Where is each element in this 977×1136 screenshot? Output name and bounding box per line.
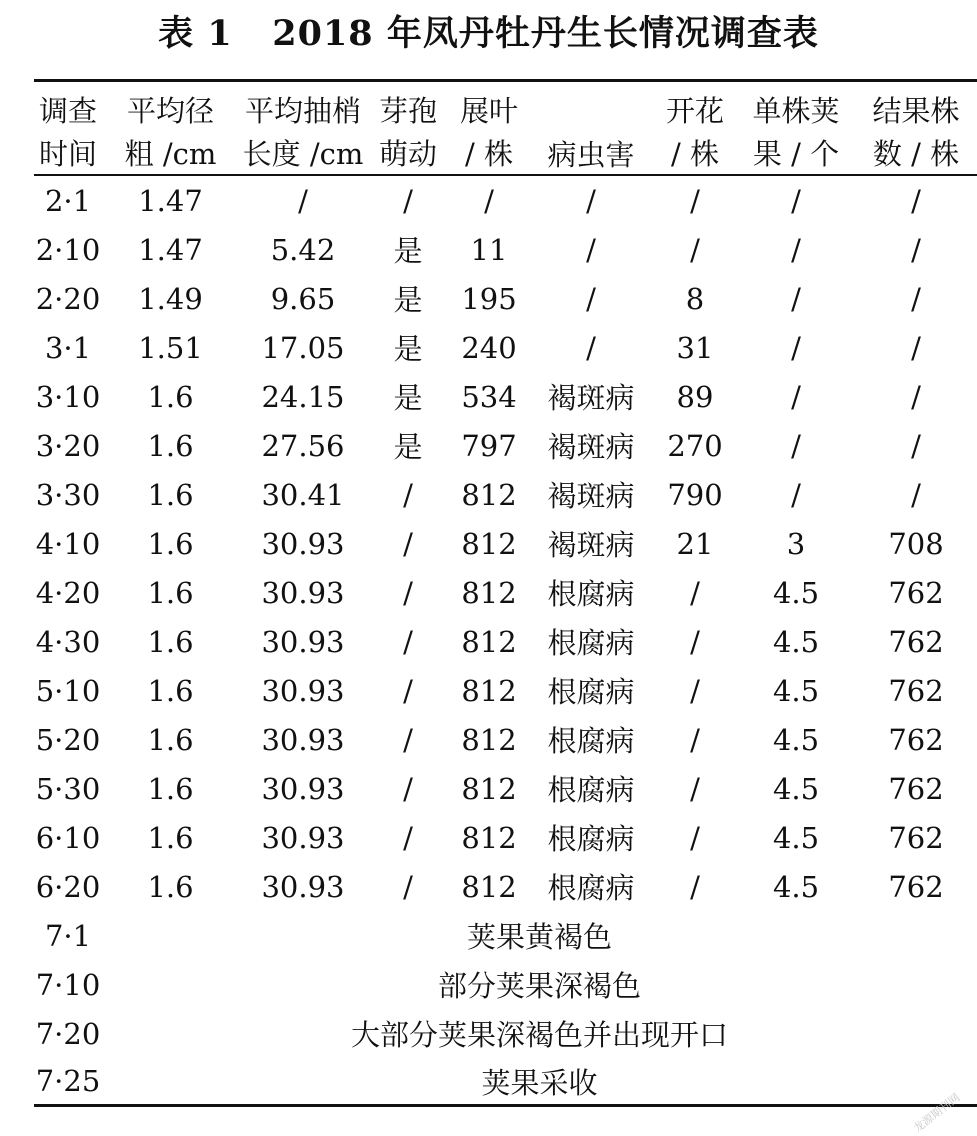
time-cell: 6·10 (35, 820, 101, 855)
bud-sprouting-cell: / (403, 722, 413, 757)
table-row (34, 274, 977, 323)
fruiting-plants-cell: 708 (888, 526, 944, 561)
header-fruiting-plants: 结果株 (872, 94, 960, 128)
shoot-length-cell: 30.41 (261, 477, 345, 512)
diameter-cell: 1.6 (147, 624, 194, 659)
bud-sprouting-cell: 是 (393, 332, 423, 366)
shoot-length-cell: 30.93 (261, 624, 345, 659)
flowering-cell: 21 (676, 526, 714, 561)
header-time: 调查 (38, 94, 97, 128)
flowering-cell: / (690, 232, 700, 267)
leaf-expansion-cell: 812 (461, 869, 517, 904)
leaf-expansion-cell: / (484, 183, 494, 218)
table-row (34, 372, 977, 421)
diameter-cell: 1.6 (147, 820, 194, 855)
pods-per-plant-cell: 4.5 (772, 869, 820, 904)
flowering-cell: 89 (676, 379, 714, 414)
diameter-cell: 1.47 (138, 183, 203, 218)
time-cell: 7·20 (35, 1016, 101, 1051)
growth-survey-table (34, 79, 977, 1107)
diameter-cell: 1.6 (147, 428, 194, 463)
bud-sprouting-cell: / (403, 624, 413, 659)
diameter-cell: 1.6 (147, 575, 194, 610)
disease-cell: 根腐病 (547, 626, 635, 660)
diameter-cell: 1.6 (147, 379, 194, 414)
time-cell: 4·30 (35, 624, 101, 659)
disease-cell: 根腐病 (547, 871, 635, 905)
diameter-cell: 1.47 (138, 232, 203, 267)
bud-sprouting-cell: / (403, 526, 413, 561)
note-row (34, 1058, 977, 1106)
bud-sprouting-cell: / (403, 673, 413, 708)
diameter-cell: 1.6 (147, 526, 194, 561)
disease-cell: / (586, 183, 596, 218)
leaf-expansion-cell: 812 (461, 575, 517, 610)
pods-per-plant-cell: / (791, 428, 801, 463)
diameter-cell: 1.6 (147, 673, 194, 708)
disease-cell: 根腐病 (547, 724, 635, 758)
fruiting-plants-cell: / (911, 330, 921, 365)
time-cell: 2·20 (35, 281, 101, 316)
table-row (34, 225, 977, 274)
fruiting-plants-cell: 762 (888, 722, 944, 757)
bud-sprouting-cell: / (403, 869, 413, 904)
shoot-length-cell: 30.93 (261, 869, 345, 904)
shoot-length-cell: 30.93 (261, 575, 345, 610)
shoot-length-cell: 30.93 (261, 722, 345, 757)
leaf-expansion-cell: 240 (461, 330, 517, 365)
pods-per-plant-cell: / (791, 379, 801, 414)
time-cell: 4·10 (35, 526, 101, 561)
shoot-length-cell: 30.93 (261, 673, 345, 708)
watermark: 龙源期刊网 (911, 1090, 963, 1136)
header-pods-per-plant: 单株荚 (752, 94, 840, 128)
fruiting-plants-cell: / (911, 232, 921, 267)
disease-cell: 根腐病 (547, 577, 635, 611)
time-cell: 5·10 (35, 673, 101, 708)
table-row (34, 175, 977, 225)
table-row (34, 519, 977, 568)
time-cell: 2·10 (35, 232, 101, 267)
header-leaf-expansion: 展叶 (459, 94, 518, 128)
table-row (34, 813, 977, 862)
disease-cell: 褐斑病 (547, 479, 635, 513)
table-row (34, 715, 977, 764)
fruiting-plants-cell: / (911, 477, 921, 512)
shoot-length-cell: / (298, 183, 308, 218)
time-cell: 7·10 (35, 967, 101, 1002)
shoot-length-cell: 30.93 (261, 820, 345, 855)
shoot-length-cell: 30.93 (261, 526, 345, 561)
table-row (34, 666, 977, 715)
bud-sprouting-cell: / (403, 771, 413, 806)
table-row (34, 764, 977, 813)
flowering-cell: / (690, 771, 700, 806)
disease-cell: 根腐病 (547, 822, 635, 856)
leaf-expansion-cell: 534 (461, 379, 517, 414)
shoot-length-cell: 5.42 (270, 232, 336, 267)
bud-sprouting-cell: 是 (393, 283, 423, 317)
flowering-cell: / (690, 575, 700, 610)
time-cell: 4·20 (35, 575, 101, 610)
bud-sprouting-cell: 是 (393, 381, 423, 415)
leaf-expansion-cell: 797 (461, 428, 517, 463)
header-fruiting-plants-line2: 数 / 株 (872, 136, 960, 171)
note-cell: 部分荚果深褐色 (437, 969, 641, 1003)
disease-cell: / (586, 232, 596, 267)
time-cell: 5·20 (35, 722, 101, 757)
time-cell: 5·30 (35, 771, 101, 806)
pods-per-plant-cell: 4.5 (772, 575, 820, 610)
leaf-expansion-cell: 812 (461, 477, 517, 512)
bud-sprouting-cell: / (403, 477, 413, 512)
pods-per-plant-cell: 4.5 (772, 722, 820, 757)
disease-cell: 褐斑病 (547, 381, 635, 415)
leaf-expansion-cell: 195 (461, 281, 517, 316)
header-diameter: 平均径 (126, 94, 214, 128)
flowering-cell: 8 (685, 281, 705, 316)
disease-cell: 根腐病 (547, 773, 635, 807)
header-shoot-length-line2: 长度 /cm (242, 136, 364, 171)
table-row (34, 568, 977, 617)
shoot-length-cell: 9.65 (270, 281, 336, 316)
fruiting-plants-cell: / (911, 379, 921, 414)
table-row (34, 421, 977, 470)
time-cell: 3·10 (35, 379, 101, 414)
table-row (34, 470, 977, 519)
time-cell: 7·25 (35, 1064, 101, 1098)
table-title: 表 1 2018 年凤丹牡丹生长情况调查表 (158, 13, 819, 54)
fruiting-plants-cell: 762 (888, 624, 944, 659)
note-row (34, 1009, 977, 1058)
time-cell: 2·1 (44, 183, 92, 218)
table-row (34, 323, 977, 372)
bud-sprouting-cell: 是 (393, 234, 423, 268)
flowering-cell: 790 (667, 477, 723, 512)
fruiting-plants-cell: / (911, 281, 921, 316)
flowering-cell: 31 (676, 330, 714, 365)
fruiting-plants-cell: / (911, 428, 921, 463)
flowering-cell: / (690, 722, 700, 757)
leaf-expansion-cell: 812 (461, 722, 517, 757)
bud-sprouting-cell: / (403, 183, 413, 218)
bud-sprouting-cell: / (403, 575, 413, 610)
time-cell: 7·1 (44, 918, 92, 953)
pods-per-plant-cell: 4.5 (772, 820, 820, 855)
note-cell: 大部分荚果深褐色并出现开口 (350, 1018, 728, 1052)
header-diameter-line2: 粗 /cm (124, 136, 217, 171)
fruiting-plants-cell: 762 (888, 673, 944, 708)
shoot-length-cell: 30.93 (261, 771, 345, 806)
table-row (34, 862, 977, 911)
leaf-expansion-cell: 812 (461, 820, 517, 855)
time-cell: 3·20 (35, 428, 101, 463)
pods-per-plant-cell: / (791, 232, 801, 267)
header-bud-sprouting: 芽孢 (378, 94, 437, 128)
diameter-cell: 1.6 (147, 771, 194, 806)
disease-cell: 褐斑病 (547, 430, 635, 464)
shoot-length-cell: 17.05 (261, 330, 345, 365)
diameter-cell: 1.6 (147, 477, 194, 512)
header-flowering: 开花 (665, 94, 724, 128)
header-leaf-expansion-line2: / 株 (465, 136, 513, 171)
note-cell: 荚果黄褐色 (466, 920, 612, 954)
pods-per-plant-cell: / (791, 281, 801, 316)
flowering-cell: / (690, 673, 700, 708)
fruiting-plants-cell: 762 (888, 771, 944, 806)
header-disease: 病虫害 (547, 138, 635, 172)
fruiting-plants-cell: / (911, 183, 921, 218)
time-cell: 3·1 (44, 330, 92, 365)
table-body (34, 175, 977, 1106)
pods-per-plant-cell: / (791, 183, 801, 218)
header-flowering-line2: / 株 (671, 136, 719, 171)
leaf-expansion-cell: 812 (461, 771, 517, 806)
fruiting-plants-cell: 762 (888, 575, 944, 610)
header-bud-sprouting-line2: 萌动 (378, 136, 437, 171)
note-row (34, 911, 977, 960)
leaf-expansion-cell: 11 (470, 232, 508, 267)
pods-per-plant-cell: 3 (786, 526, 806, 561)
pods-per-plant-cell: / (791, 330, 801, 365)
header-shoot-length: 平均抽梢 (244, 94, 361, 128)
note-cell: 荚果采收 (481, 1065, 598, 1100)
pods-per-plant-cell: 4.5 (772, 673, 820, 708)
flowering-cell: / (690, 183, 700, 218)
disease-cell: 根腐病 (547, 675, 635, 709)
table-header (34, 81, 977, 176)
flowering-cell: / (690, 869, 700, 904)
header-time-line2: 时间 (38, 136, 97, 171)
time-cell: 6·20 (35, 869, 101, 904)
diameter-cell: 1.6 (147, 722, 194, 757)
flowering-cell: / (690, 624, 700, 659)
disease-cell: / (586, 330, 596, 365)
bud-sprouting-cell: / (403, 820, 413, 855)
shoot-length-cell: 27.56 (261, 428, 345, 463)
table-row (34, 617, 977, 666)
disease-cell: 褐斑病 (547, 528, 635, 562)
pods-per-plant-cell: 4.5 (772, 624, 820, 659)
time-cell: 3·30 (35, 477, 101, 512)
header-pods-per-plant-line2: 果 / 个 (752, 136, 840, 171)
disease-cell: / (586, 281, 596, 316)
bud-sprouting-cell: 是 (393, 430, 423, 464)
flowering-cell: 270 (667, 428, 723, 463)
diameter-cell: 1.49 (138, 281, 203, 316)
fruiting-plants-cell: 762 (888, 869, 944, 904)
diameter-cell: 1.51 (138, 330, 203, 365)
leaf-expansion-cell: 812 (461, 526, 517, 561)
flowering-cell: / (690, 820, 700, 855)
leaf-expansion-cell: 812 (461, 673, 517, 708)
fruiting-plants-cell: 762 (888, 820, 944, 855)
note-row (34, 960, 977, 1009)
leaf-expansion-cell: 812 (461, 624, 517, 659)
shoot-length-cell: 24.15 (261, 379, 345, 414)
pods-per-plant-cell: / (791, 477, 801, 512)
pods-per-plant-cell: 4.5 (772, 771, 820, 806)
diameter-cell: 1.6 (147, 869, 194, 904)
